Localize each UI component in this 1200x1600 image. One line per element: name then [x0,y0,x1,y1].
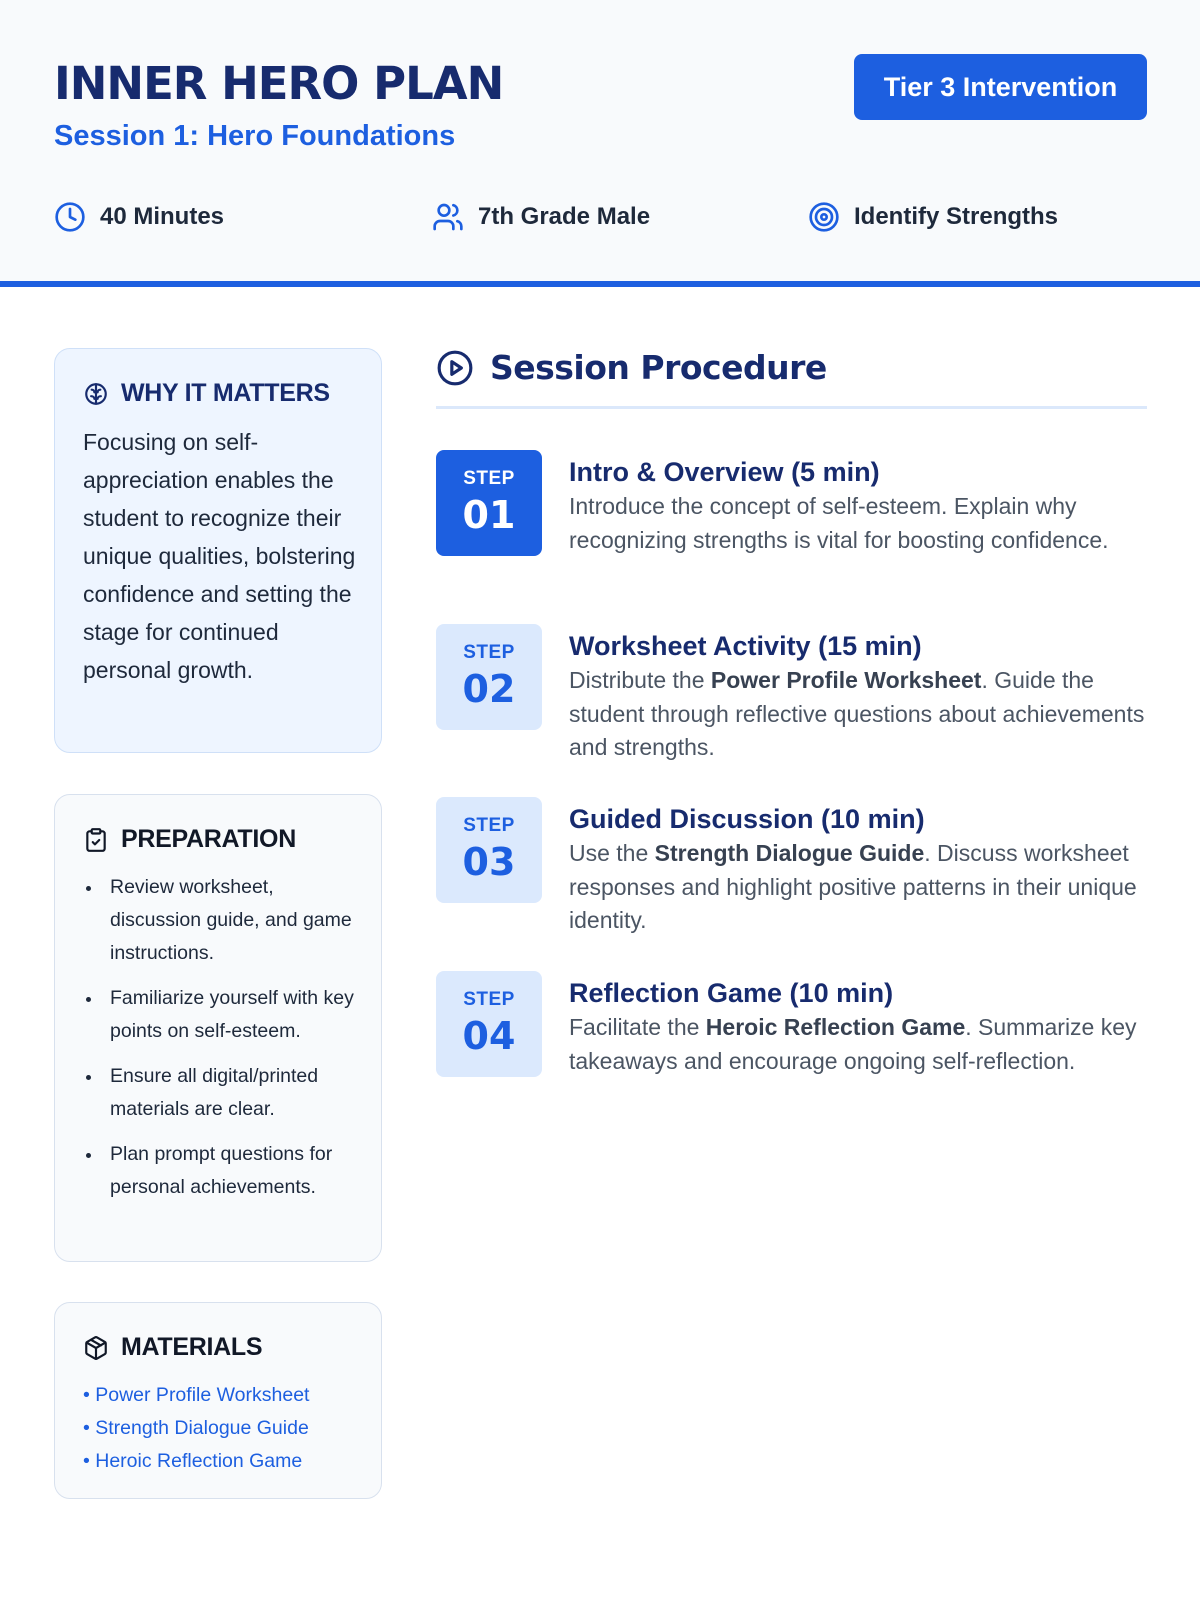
step-desc-text: . Discuss worksheet responses and highlight positive patterns in their unique identity. [569,840,1137,933]
step-badge [436,624,542,730]
preparation-card [54,794,382,1262]
step-desc-text: Facilitate the [569,1014,706,1040]
step-body [569,975,1147,1078]
box-icon [83,1335,109,1361]
play-circle-icon [436,349,474,387]
step-badge [436,797,542,903]
meta-goal [808,200,1058,234]
step-word: STEP [463,989,515,1010]
material-link[interactable]: • Power Profile Worksheet [83,1384,310,1406]
material-link[interactable]: • Strength Dialogue Guide [83,1417,309,1439]
step-number: 01 [462,493,516,537]
why-text: Focusing on self-appreciation enables the student to recognize their unique qualities, bolstering confidence and setting the stage for continued personal growth. [83,429,356,683]
step-desc-bold: Power Profile Worksheet [710,667,982,693]
step-description [569,664,1147,765]
meta-duration [54,200,224,234]
step-number: 02 [462,667,516,711]
list-item: Ensure all digital/printed materials are clear. [83,1060,361,1126]
procedure-heading-text: Session Procedure [490,348,827,387]
step-description [569,490,1147,557]
step-word: STEP [463,642,515,663]
target-icon [808,201,840,233]
materials-list [83,1379,368,1478]
step-title: Reflection Game (10 min) [569,978,894,1008]
preparation-heading-text: PREPARATION [121,825,296,853]
procedure-heading [436,348,827,387]
step-desc-text: Introduce the concept of self-esteem. Explain why recognizing strengths is vital for boosting confidence. [569,493,1109,553]
meta-goal-label: Identify Strengths [854,203,1059,230]
preparation-heading [83,825,296,854]
clipboard-icon [83,827,109,853]
step-title: Worksheet Activity (15 min) [569,631,922,661]
step-title: Guided Discussion (10 min) [569,804,925,834]
meta-student [432,200,650,234]
session-subtitle: Session 1: Hero Foundations [54,120,456,152]
step-badge [436,450,542,556]
materials-heading-text: MATERIALS [121,1333,263,1361]
list-item: Familiarize yourself with key points on self-esteem. [83,982,361,1048]
step-title: Intro & Overview (5 min) [569,457,880,487]
step-word: STEP [463,815,515,836]
step-body [569,454,1147,557]
step-number: 03 [462,840,516,884]
step-description [569,837,1147,938]
material-link[interactable]: • Heroic Reflection Game [83,1450,303,1472]
clock-icon [54,201,86,233]
step-word: STEP [463,468,515,489]
page-title: INNER HERO PLAN [54,57,504,110]
step-number: 04 [462,1014,516,1058]
materials-card [54,1302,382,1499]
list-item: Plan prompt questions for personal achievements. [83,1138,361,1204]
brain-icon [83,381,109,407]
step-body [569,628,1147,765]
preparation-list [83,871,361,1216]
step-description [569,1011,1147,1078]
materials-heading [83,1333,262,1362]
step-badge [436,971,542,1077]
step-body [569,801,1147,938]
step-desc-text: Distribute the [569,667,711,693]
page-header [0,0,1200,287]
why-it-matters-card [54,348,382,753]
step-desc-text: . Guide the student through reflective questions about achievements and strengths. [569,667,1145,760]
step-desc-text: . Summarize key takeaways and encourage ongoing self-reflection. [569,1014,1137,1074]
step-desc-text: Use the [569,840,655,866]
meta-student-label: 7th Grade Male [478,203,651,230]
step-desc-bold: Heroic Reflection Game [705,1014,966,1040]
users-icon [432,201,464,233]
list-item: Review worksheet, discussion guide, and game instructions. [83,871,361,970]
why-heading [83,379,330,408]
why-heading-text: WHY IT MATTERS [121,379,330,407]
procedure-divider [436,406,1147,409]
meta-duration-label: 40 Minutes [100,203,225,230]
tier-badge: Tier 3 Intervention [854,54,1147,120]
step-desc-bold: Strength Dialogue Guide [654,840,925,866]
